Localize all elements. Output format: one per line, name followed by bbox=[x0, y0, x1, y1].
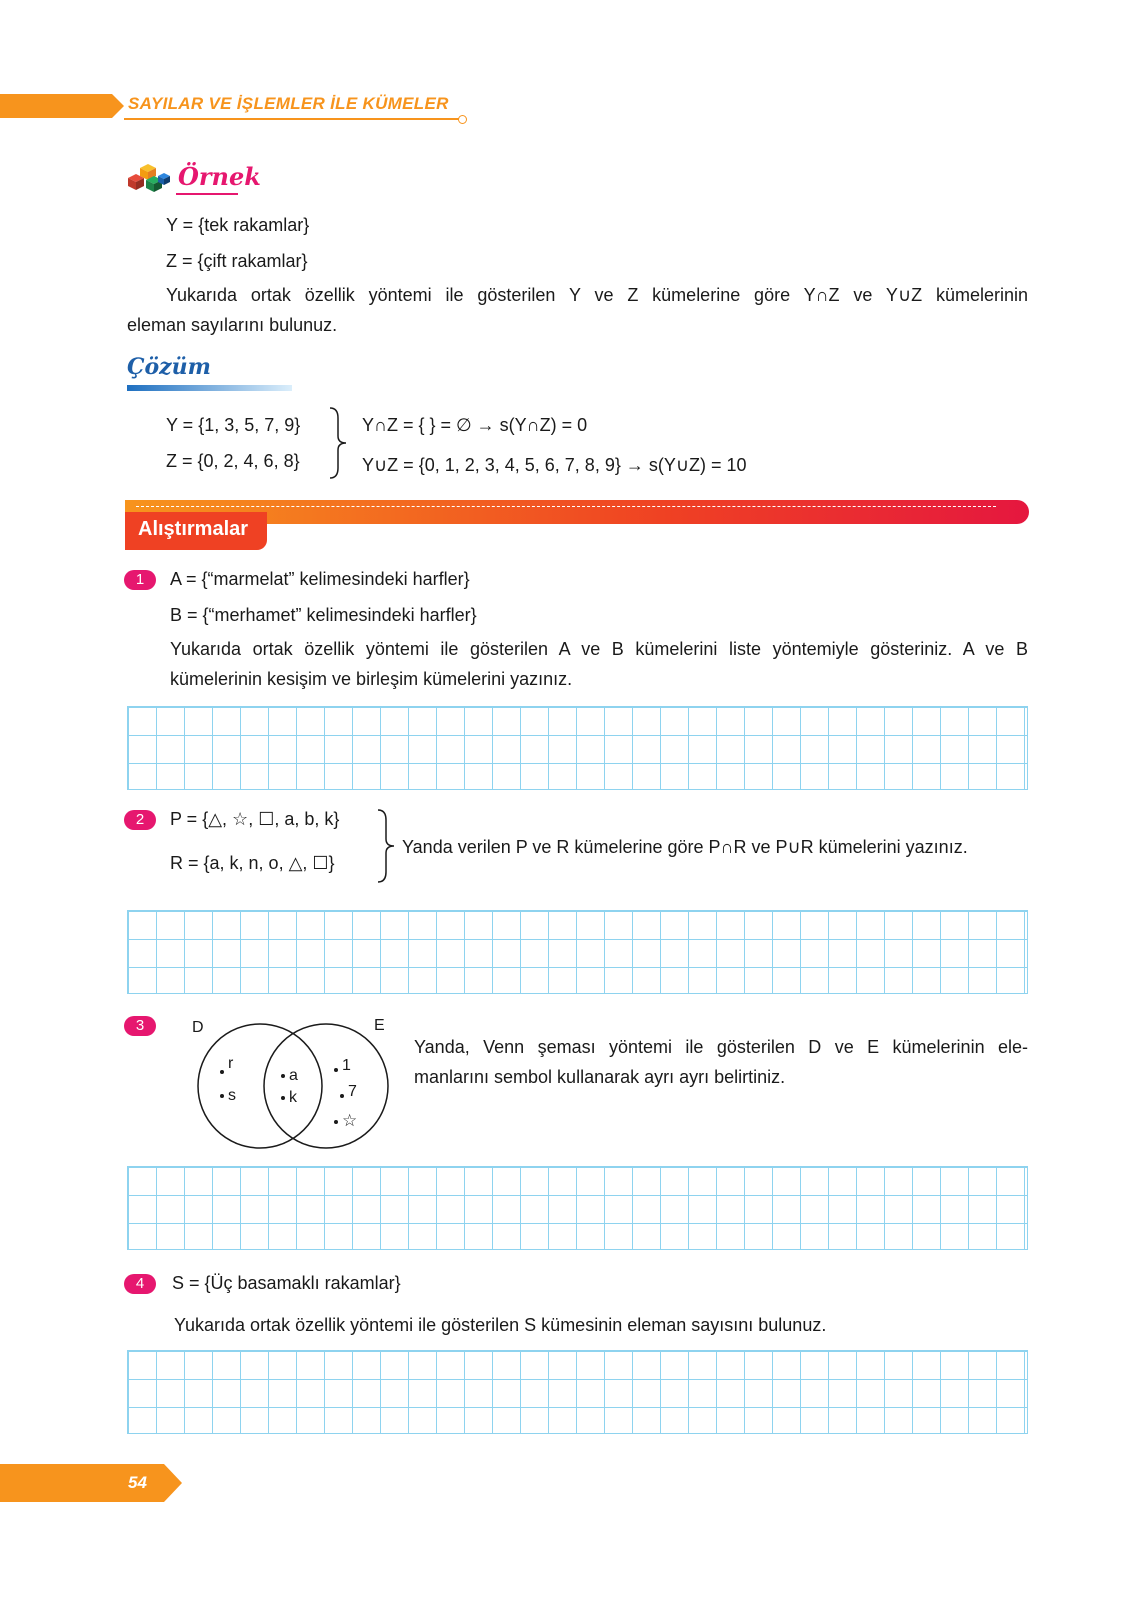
venn-circle-e bbox=[264, 1024, 388, 1148]
question-number-1: 1 bbox=[124, 570, 156, 590]
venn-element-k: k bbox=[289, 1089, 297, 1106]
page-number-arrow bbox=[164, 1464, 182, 1502]
header-bar bbox=[0, 94, 112, 118]
header-dot bbox=[458, 115, 467, 124]
venn-dot bbox=[220, 1094, 224, 1098]
venn-dot bbox=[334, 1068, 338, 1072]
venn-dot bbox=[334, 1120, 338, 1124]
q4-answer-grid[interactable] bbox=[127, 1350, 1028, 1434]
q2-answer-grid[interactable] bbox=[127, 910, 1028, 994]
alistirmalar-dashes bbox=[136, 506, 996, 507]
cozum-underline bbox=[127, 385, 292, 391]
venn-element-7: 7 bbox=[348, 1083, 357, 1100]
q2-question: Yanda verilen P ve R kümelerine göre P∩R ve P∪R kümelerini yazınız. bbox=[402, 837, 968, 857]
q1-set-a: A = {“marmelat” kelimesindeki harfler} bbox=[170, 569, 470, 589]
q3-answer-grid[interactable] bbox=[127, 1166, 1028, 1250]
q1-question-line2: kümelerinin kesişim ve birleşim kümelerini yazınız. bbox=[170, 669, 573, 689]
q3-question-line2: manlarını sembol kullanarak ayrı ayrı belirtiniz. bbox=[414, 1067, 786, 1087]
venn-label-d: D bbox=[192, 1019, 204, 1036]
q4-question: Yukarıda ortak özellik yöntemi ile gösterilen S kümesinin eleman sayısını bulunuz. bbox=[174, 1315, 827, 1335]
q1-answer-grid[interactable] bbox=[127, 706, 1028, 790]
cozum-intersection: Y∩Z = { } = ∅ → s(Y∩Z) = 0 bbox=[362, 415, 588, 435]
venn-element-s: s bbox=[228, 1087, 236, 1104]
cubes-icon bbox=[124, 164, 174, 196]
question-number-3: 3 bbox=[124, 1016, 156, 1036]
venn-element-r: r bbox=[228, 1055, 234, 1072]
ornek-set-z: Z = {çift rakamlar} bbox=[166, 251, 308, 271]
cozum-title: Çözüm bbox=[127, 354, 211, 380]
venn-label-e: E bbox=[374, 1017, 385, 1034]
venn-dot bbox=[281, 1074, 285, 1078]
q1-set-b: B = {“merhamet” kelimesindeki harfler} bbox=[170, 605, 477, 625]
cozum-set-y: Y = {1, 3, 5, 7, 9} bbox=[166, 415, 301, 435]
q3-question-line1: Yanda, Venn şeması yöntemi ile gösterilen D ve E kümelerinin ele- bbox=[414, 1037, 1028, 1057]
ornek-question-line2: eleman sayılarını bulunuz. bbox=[127, 315, 338, 335]
cozum-union: Y∪Z = {0, 1, 2, 3, 4, 5, 6, 7, 8, 9} → s(Y∪Z) = 10 bbox=[362, 455, 747, 475]
question-number-2: 2 bbox=[124, 810, 156, 830]
venn-dot bbox=[220, 1070, 224, 1074]
q4-set-s: S = {Üç basamaklı rakamlar} bbox=[172, 1273, 401, 1293]
q2-set-r: R = {a, k, n, o, △, ☐} bbox=[170, 853, 335, 873]
venn-element-a: a bbox=[289, 1067, 298, 1084]
page-number: 54 bbox=[128, 1473, 147, 1492]
header-arrow bbox=[112, 94, 124, 118]
venn-diagram bbox=[180, 1012, 400, 1150]
ornek-question-line1: Yukarıda ortak özellik yöntemi ile gösterilen Y ve Z kümelerine göre Y∩Z ve Y∪Z kümelerinin bbox=[166, 285, 1028, 305]
alistirmalar-title: Alıştırmalar bbox=[138, 518, 249, 540]
ornek-set-y: Y = {tek rakamlar} bbox=[166, 215, 310, 235]
question-number-4: 4 bbox=[124, 1274, 156, 1294]
ornek-underline bbox=[176, 193, 238, 195]
chapter-title: SAYILAR VE İŞLEMLER İLE KÜMELER bbox=[128, 94, 449, 113]
ornek-title: Örnek bbox=[178, 162, 261, 191]
q2-brace bbox=[374, 808, 398, 884]
venn-circle-d bbox=[198, 1024, 322, 1148]
q2-set-p: P = {△, ☆, ☐, a, b, k} bbox=[170, 809, 340, 829]
venn-dot bbox=[340, 1094, 344, 1098]
venn-element-star: ☆ bbox=[342, 1111, 358, 1131]
venn-dot bbox=[281, 1096, 285, 1100]
cozum-brace bbox=[326, 406, 350, 480]
q1-question-line1: Yukarıda ortak özellik yöntemi ile gösterilen A ve B kümelerini liste yöntemiyle gösteriniz. A ve B bbox=[170, 639, 1028, 659]
header-underline bbox=[124, 118, 460, 120]
cozum-set-z: Z = {0, 2, 4, 6, 8} bbox=[166, 451, 300, 471]
venn-element-1: 1 bbox=[342, 1057, 351, 1074]
